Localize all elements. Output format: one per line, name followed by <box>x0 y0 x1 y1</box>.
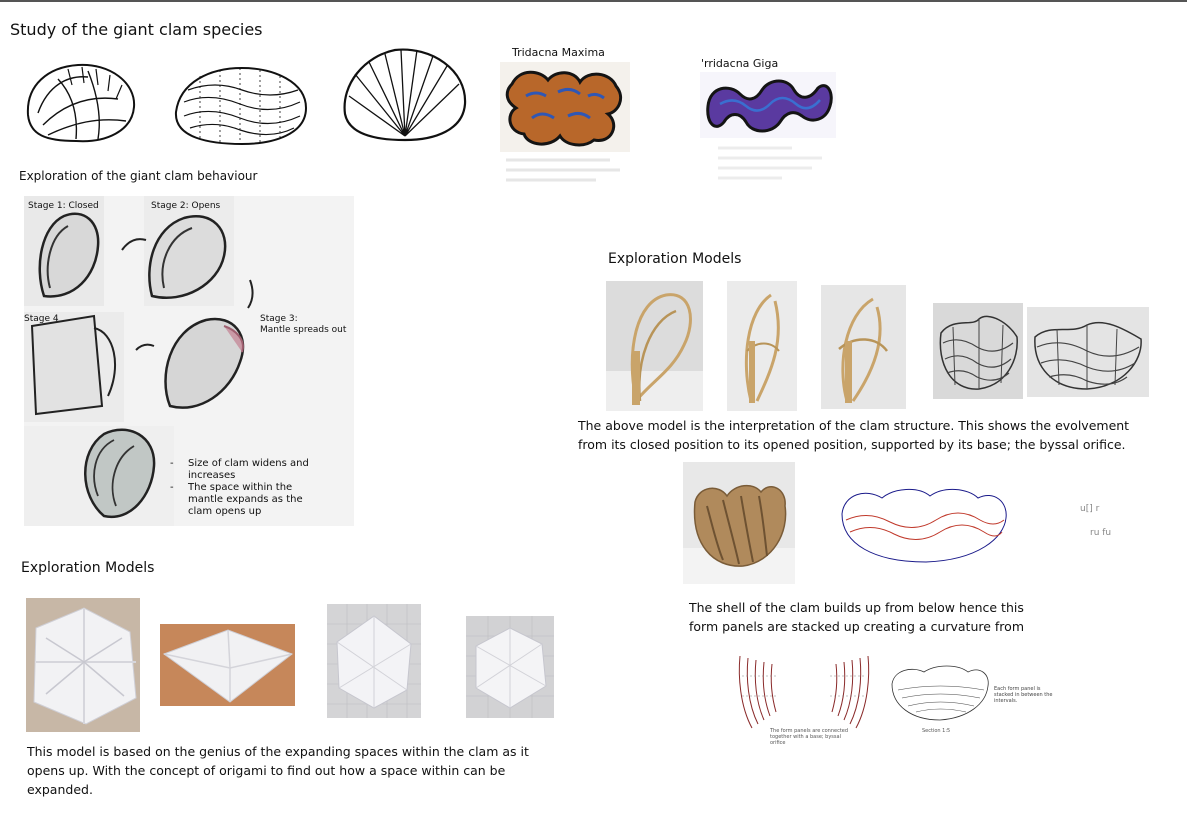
species-label-giga: 'rridacna Giga <box>701 57 779 70</box>
behaviour-heading: Exploration of the giant clam behaviour <box>19 169 258 183</box>
stage-2-label: Stage 2: Opens <box>151 201 221 211</box>
diagram-label-1: u[] r <box>1080 504 1100 514</box>
behaviour-notes <box>170 458 320 518</box>
origami-photo-3 <box>327 604 421 718</box>
exploration-right-caption: The above model is the interpretation of the clam structure. This shows the evolvement from its closed position to its opened position, supported by its base; the byssal orifice. <box>578 418 1130 452</box>
stage-3-desc: Mantle spreads out <box>260 325 347 335</box>
clam-sketch-2 <box>170 62 312 148</box>
cardboard-model-photo <box>683 462 795 584</box>
section-panels-drawing <box>734 646 874 736</box>
wire-model-photo-1 <box>933 303 1023 399</box>
section-curvature-drawing <box>888 660 992 724</box>
behaviour-stages-panel <box>24 196 354 526</box>
top-border <box>0 0 1187 2</box>
bamboo-model-photo-3 <box>821 285 906 409</box>
clam-sketch-1 <box>18 55 140 147</box>
behaviour-note: - Size of clam widens and increases <box>170 458 320 482</box>
origami-photo-2 <box>160 624 295 706</box>
page-title: Study of the giant clam species <box>10 20 263 39</box>
section-label: Section 1:5 <box>922 728 951 734</box>
stage-3-label: Stage 3: <box>260 314 298 324</box>
diagram-label-2: ru fu <box>1090 528 1112 538</box>
clam-sketch-3 <box>335 44 473 146</box>
tridacna-giga-drawing <box>700 72 836 138</box>
exploration-right-heading: Exploration Models <box>608 251 742 267</box>
behaviour-note: - The space within the mantle expands as the clam opens up <box>170 482 320 518</box>
origami-photo-1 <box>26 598 140 732</box>
bamboo-model-photo-2 <box>727 281 797 411</box>
species-label-maxima: Tridacna Maxima <box>512 46 605 59</box>
tridacna-maxima-drawing <box>500 62 630 152</box>
base-note: The form panels are connected together with a base; byssal orifice <box>770 728 849 746</box>
panel-note: Each form panel is stacked in between the intervals. <box>994 686 1053 704</box>
clam-profile-drawing <box>838 484 1010 566</box>
wire-model-photo-2 <box>1027 307 1149 397</box>
bamboo-model-photo-1 <box>606 281 703 411</box>
faint-text-block-1 <box>500 152 630 192</box>
exploration-left-caption: This model is based on the genius of the expanding spaces within the clam as it opens up. With the concept of origami to find out how a space within can be expanded. <box>27 744 529 797</box>
exploration-right-caption-2: The shell of the clam builds up from below hence this form panels are stacked up creating a curvature from <box>689 600 1024 634</box>
stage-4-label: Stage 4 <box>24 314 59 324</box>
origami-photo-4 <box>466 616 554 718</box>
faint-text-block-2 <box>712 140 842 184</box>
stage-1-label: Stage 1: Closed <box>28 201 99 211</box>
exploration-left-heading: Exploration Models <box>21 560 155 576</box>
